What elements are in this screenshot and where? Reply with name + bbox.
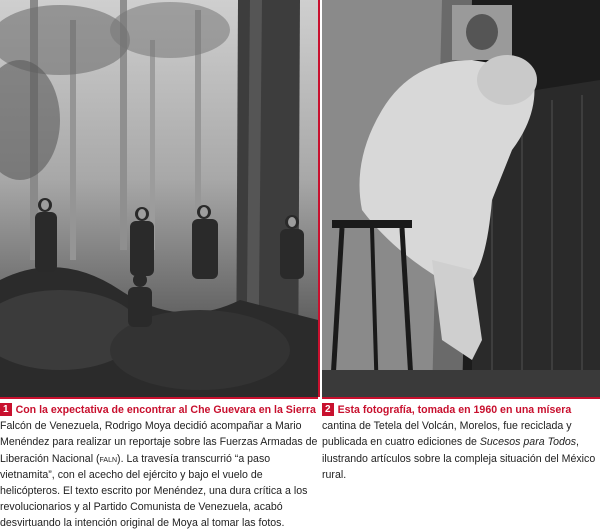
caption-text-end: ). La travesía transcurrió “a paso vietnamita”, con el acecho del ejército y bajo el vuelo de helicópteros. El texto escrito por Menéndez, una dura crítica a los revolucionarios y al Partido Comunista de Venezuela, acabó desvirtuando la intención original de Moya al tomar las fotos.	[0, 452, 308, 530]
caption-rule-2	[322, 397, 600, 399]
cantina-photo-image	[322, 0, 600, 397]
caption-number-badge: 1	[0, 403, 12, 416]
caption-number-badge: 2	[322, 403, 334, 416]
caption-lead: Esta fotografía, tomada en 1960 en una mísera	[337, 404, 572, 416]
caption-text-end: , ilustrando artículos sobre la compleja situación del México rural.	[322, 436, 596, 481]
caption-2	[322, 402, 598, 483]
caption-text: cantina de Tetela del Volcán, Morelos, fue reciclada y publicada en cuatro ediciones de	[322, 420, 572, 449]
caption-lead: Con la expectativa de encontrar al Che Guevara en la Sierra	[15, 404, 316, 416]
caption-rule-1	[0, 397, 318, 399]
photo-jungle-guerrillas	[0, 0, 318, 397]
caption-acronym: faln	[99, 452, 118, 465]
caption-publication-title: Sucesos para Todos	[479, 436, 577, 449]
caption-1	[0, 402, 318, 532]
photo-cantina-man	[322, 0, 600, 397]
vertical-divider	[318, 0, 320, 397]
caption-text: Falcón de Venezuela, Rodrigo Moya decidió acompañar a Mario Menéndez para realizar un reportaje sobre las Fuerzas Armadas de Liberación Nacional (	[0, 420, 318, 465]
jungle-photo-image	[0, 0, 318, 397]
